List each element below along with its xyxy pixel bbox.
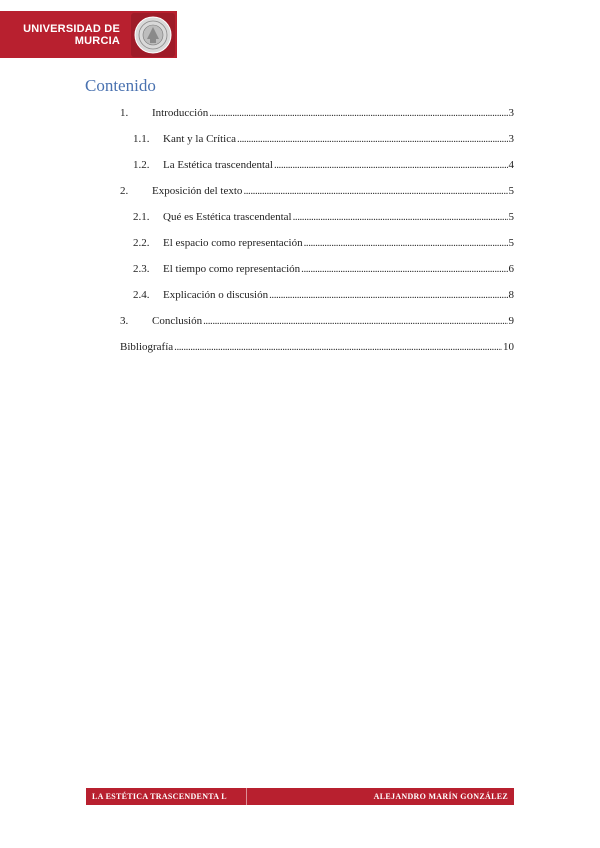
toc-entry[interactable] — [133, 262, 514, 276]
toc-entry[interactable] — [133, 236, 514, 250]
toc-entry-page: 4 — [508, 159, 514, 171]
footer-title: LA ESTÉTICA TRASCENDENTA L — [92, 792, 227, 801]
toc-entry-page: 5 — [508, 237, 514, 249]
toc-entry-label: El tiempo como representación — [163, 263, 301, 275]
toc-entry-label: Explicación o discusión — [163, 289, 269, 301]
toc-entry-label: Conclusión — [152, 315, 203, 327]
toc-entry-page: 8 — [508, 289, 514, 301]
logo-line-1: UNIVERSIDAD DE — [23, 22, 120, 35]
university-seal-icon — [131, 13, 175, 57]
toc-entry[interactable] — [120, 340, 514, 354]
toc-leader-dots — [237, 132, 507, 146]
toc-entry-page: 9 — [508, 315, 514, 327]
toc-entry[interactable] — [120, 314, 514, 328]
toc-leader-dots — [301, 262, 507, 276]
toc-entry-number: 1.2. — [133, 159, 150, 171]
toc-leader-dots — [243, 184, 507, 198]
university-logo — [0, 11, 177, 58]
toc-leader-dots — [293, 210, 508, 224]
toc-entry[interactable] — [133, 288, 514, 302]
logo-line-2: MURCIA — [74, 34, 120, 47]
toc-entry-number: 2.4. — [133, 289, 150, 301]
toc-entry-number: 2.3. — [133, 263, 150, 275]
toc-leader-dots — [274, 158, 508, 172]
toc-entry[interactable] — [133, 158, 514, 172]
toc-entry-page: 5 — [508, 211, 514, 223]
toc-leader-dots — [269, 288, 507, 302]
toc-leader-dots — [304, 236, 508, 250]
toc-entry-page: 3 — [508, 107, 514, 119]
toc-leader-dots — [203, 314, 507, 328]
toc-entry-label: Kant y la Crítica — [163, 133, 237, 145]
logo-text — [0, 23, 120, 47]
toc-entry-number: 2.2. — [133, 237, 150, 249]
toc-entry-number: 2.1. — [133, 211, 150, 223]
page-footer — [86, 788, 514, 805]
toc-leader-dots — [174, 340, 502, 354]
toc-entry-page: 3 — [508, 133, 514, 145]
toc-entry-number: 2. — [120, 185, 129, 197]
toc-leader-dots — [209, 106, 507, 120]
footer-author: ALEJANDRO MARÍN GONZÁLEZ — [373, 792, 508, 801]
toc-entry-number: 3. — [120, 315, 129, 327]
toc-entry[interactable] — [120, 106, 514, 120]
toc-entry-number: 1. — [120, 107, 129, 119]
toc-entry-number: 1.1. — [133, 133, 150, 145]
toc-entry-label: Bibliografía — [120, 341, 174, 353]
toc-entry-label: Qué es Estética trascendental — [163, 211, 292, 223]
toc-entry-page: 6 — [508, 263, 514, 275]
toc-entry[interactable] — [133, 210, 514, 224]
toc-entry-page: 10 — [503, 341, 514, 353]
toc-entry[interactable] — [133, 132, 514, 146]
toc-entry-page: 5 — [508, 185, 514, 197]
footer-divider — [246, 788, 247, 805]
toc-entry[interactable] — [120, 184, 514, 198]
toc-entry-label: El espacio como representación — [163, 237, 303, 249]
toc-entry-label: Exposición del texto — [152, 185, 243, 197]
toc-entry-label: La Estética trascendental — [163, 159, 273, 171]
toc-title: Contenido — [85, 76, 156, 95]
toc-entry-label: Introducción — [152, 107, 209, 119]
